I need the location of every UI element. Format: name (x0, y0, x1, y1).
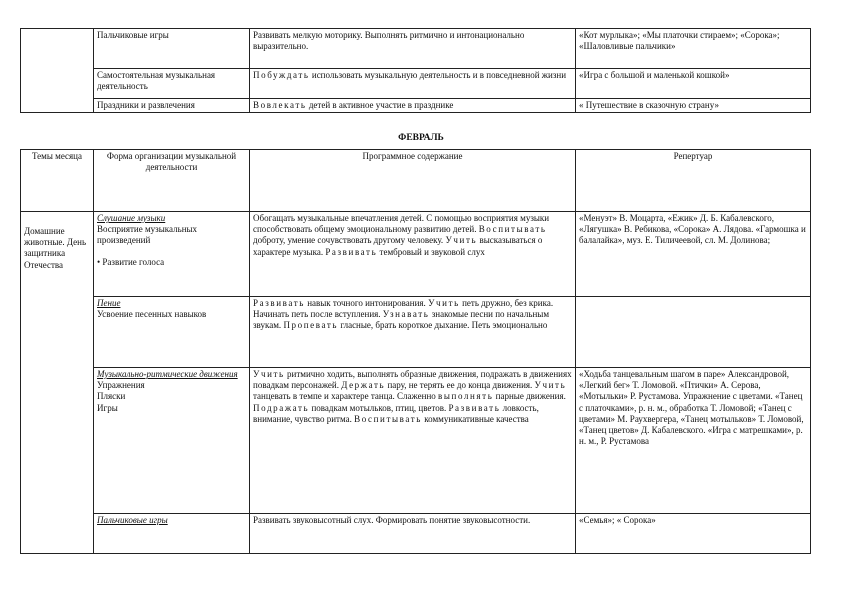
repertoire-cell: « Путешествие в сказочную страну» (576, 99, 811, 113)
content-cell (250, 514, 576, 554)
content-cell (250, 368, 576, 514)
month-theme: Домашние животные. День защитника Отечества (24, 226, 87, 270)
table-row (21, 368, 811, 514)
emphasis-text: Развивать (253, 298, 305, 308)
table-row (21, 69, 811, 99)
form-line: Пляски (97, 391, 126, 402)
emphasis-text: Побуждать (253, 70, 310, 80)
form-cell: Пальчиковые игры (94, 29, 250, 69)
theme-cell (21, 212, 94, 554)
section-title: Пение (97, 298, 121, 308)
emphasis-text: Вовлекать (253, 100, 307, 110)
previous-month-table (20, 28, 811, 113)
content-cell (250, 297, 576, 368)
emphasis-text: Воспитывать (354, 413, 422, 424)
form-cell: Праздники и развлечения (94, 99, 250, 113)
repertoire-cell: «Менуэт» В. Моцарта, «Ежик» Д. Б. Кабалевского, «Лягушка» В. Ребикова, «Сорока» А. Лядова. «Гармошка и балалайка», муз. Е. Тиличеевой, сл. М. Долинова; (576, 212, 811, 297)
emphasis-text: Развивать (448, 402, 501, 413)
emphasis-text: Учить (534, 380, 567, 391)
emphasis-text: Держать (341, 380, 386, 391)
theme-cell (21, 29, 94, 113)
table-row (21, 514, 811, 554)
table-row (21, 29, 811, 69)
repertoire-cell: «Кот мурлыка»; «Мы платочки стираем»; «Сорока»; «Шаловливые пальчики» (576, 29, 811, 69)
emphasis-text: выполнять (438, 391, 494, 402)
table-row (21, 99, 811, 113)
repertoire-cell: «Семья»; « Сорока» (576, 514, 811, 554)
month-title: ФЕВРАЛЬ (398, 133, 444, 143)
emphasis-text: Учить (253, 369, 285, 379)
form-cell: Самостоятельная музыкальная деятельность (94, 69, 250, 99)
content-text: использовать музыкальную деятельность и в повседневной жизни (309, 70, 567, 80)
header-repertoire: Репертуар (576, 150, 811, 212)
repertoire-cell: «Игра с большой и маленькой кошкой» (576, 69, 811, 99)
emphasis-text: Воспитывать (478, 224, 547, 235)
content-text: ловкость, внимание, чувство ритма. (253, 402, 539, 424)
content-text: повадкам мотыльков, птиц, цветов. (309, 402, 449, 413)
content-text: танцевать в темпе и характере танца. Слаженно (253, 391, 439, 402)
header-form: Форма организации музыкальной деятельности (94, 150, 250, 212)
table-row (21, 297, 811, 368)
table-row (21, 212, 811, 297)
form-cell (94, 514, 250, 554)
header-content: Программное содержание (250, 150, 576, 212)
content-text: Развивать звуковысотный слух. Формировать понятие звуковысотности. (253, 515, 531, 525)
content-text: высказываться о характере музыка. (253, 235, 543, 257)
header-row (21, 150, 811, 212)
content-text: знакомые песни по начальным звукам. (253, 309, 550, 331)
content-cell (250, 212, 576, 297)
form-line: Восприятие музыкальных произведений (97, 224, 198, 246)
content-cell (250, 99, 576, 113)
content-cell (250, 69, 576, 99)
emphasis-text: Узнавать (382, 309, 430, 320)
repertoire-cell (576, 297, 811, 368)
emphasis-text: Развивать (325, 246, 378, 257)
content-text: тембровый и звуковой слух (377, 246, 485, 257)
content-text: доброту, умение сочувствовать другому человеку. (253, 235, 446, 246)
content-text: гласные, брать короткое дыхание. Петь эмоционально (338, 320, 548, 331)
content-cell (250, 29, 576, 69)
form-line: • Развитие голоса (97, 256, 165, 267)
content-text: петь дружно, без крика. Начинать петь после вступления. (253, 298, 554, 320)
section-title: Музыкально-ритмические движения (97, 369, 238, 379)
form-cell (94, 212, 250, 297)
content-text: навык точного интонирования. (304, 298, 429, 308)
content-text: коммуникативные качества (421, 413, 529, 424)
emphasis-text: Подражать (253, 402, 310, 413)
form-line: Игры (97, 402, 118, 413)
content-text: Развивать мелкую моторику. Выполнять ритмично и интонационально выразительно. (253, 30, 525, 52)
content-text: ритмично ходить, выполнять образные движения, подражать в движениях повадкам персонажей. (253, 369, 572, 391)
february-table (20, 149, 811, 554)
form-line: Усвоение песенных навыков (97, 309, 207, 320)
content-text: детей в активное участие в празднике (306, 100, 454, 110)
repertoire-cell: «Ходьба танцевальным шагом в паре» Александровой, «Легкий бег» Т. Ломовой. «Птички» А. Серова, «Мотыльки» Р. Рустамова. Упражнение с цветами. «Танец с платочками», р. н. м., обработка Т. Ломовой; «Танец с цветами» М. Раухвергера, «Танец мотыльков» Т. Ломовой, «Танец цветов» Д. Кабалевского. «Игра с матрешками», р. н. м., Р. Рустамова (576, 368, 811, 514)
section-title: Слушание музыки (97, 213, 166, 223)
content-text: парные движения. (493, 391, 566, 402)
header-theme: Темы месяца (21, 150, 94, 212)
form-cell (94, 297, 250, 368)
emphasis-text: Учить (428, 298, 460, 308)
content-text: Обогащать музыкальные впечатления детей. С помощью восприятия музыки способствовать общему эмоциональному развитию детей. (253, 213, 550, 235)
form-cell (94, 368, 250, 514)
form-line: Упражнения (97, 380, 145, 391)
emphasis-text: Пропевать (283, 320, 339, 331)
emphasis-text: Учить (445, 235, 478, 246)
section-title: Пальчиковые игры (97, 515, 168, 525)
content-text: пару, не терять ее до конца движения. (385, 380, 535, 391)
